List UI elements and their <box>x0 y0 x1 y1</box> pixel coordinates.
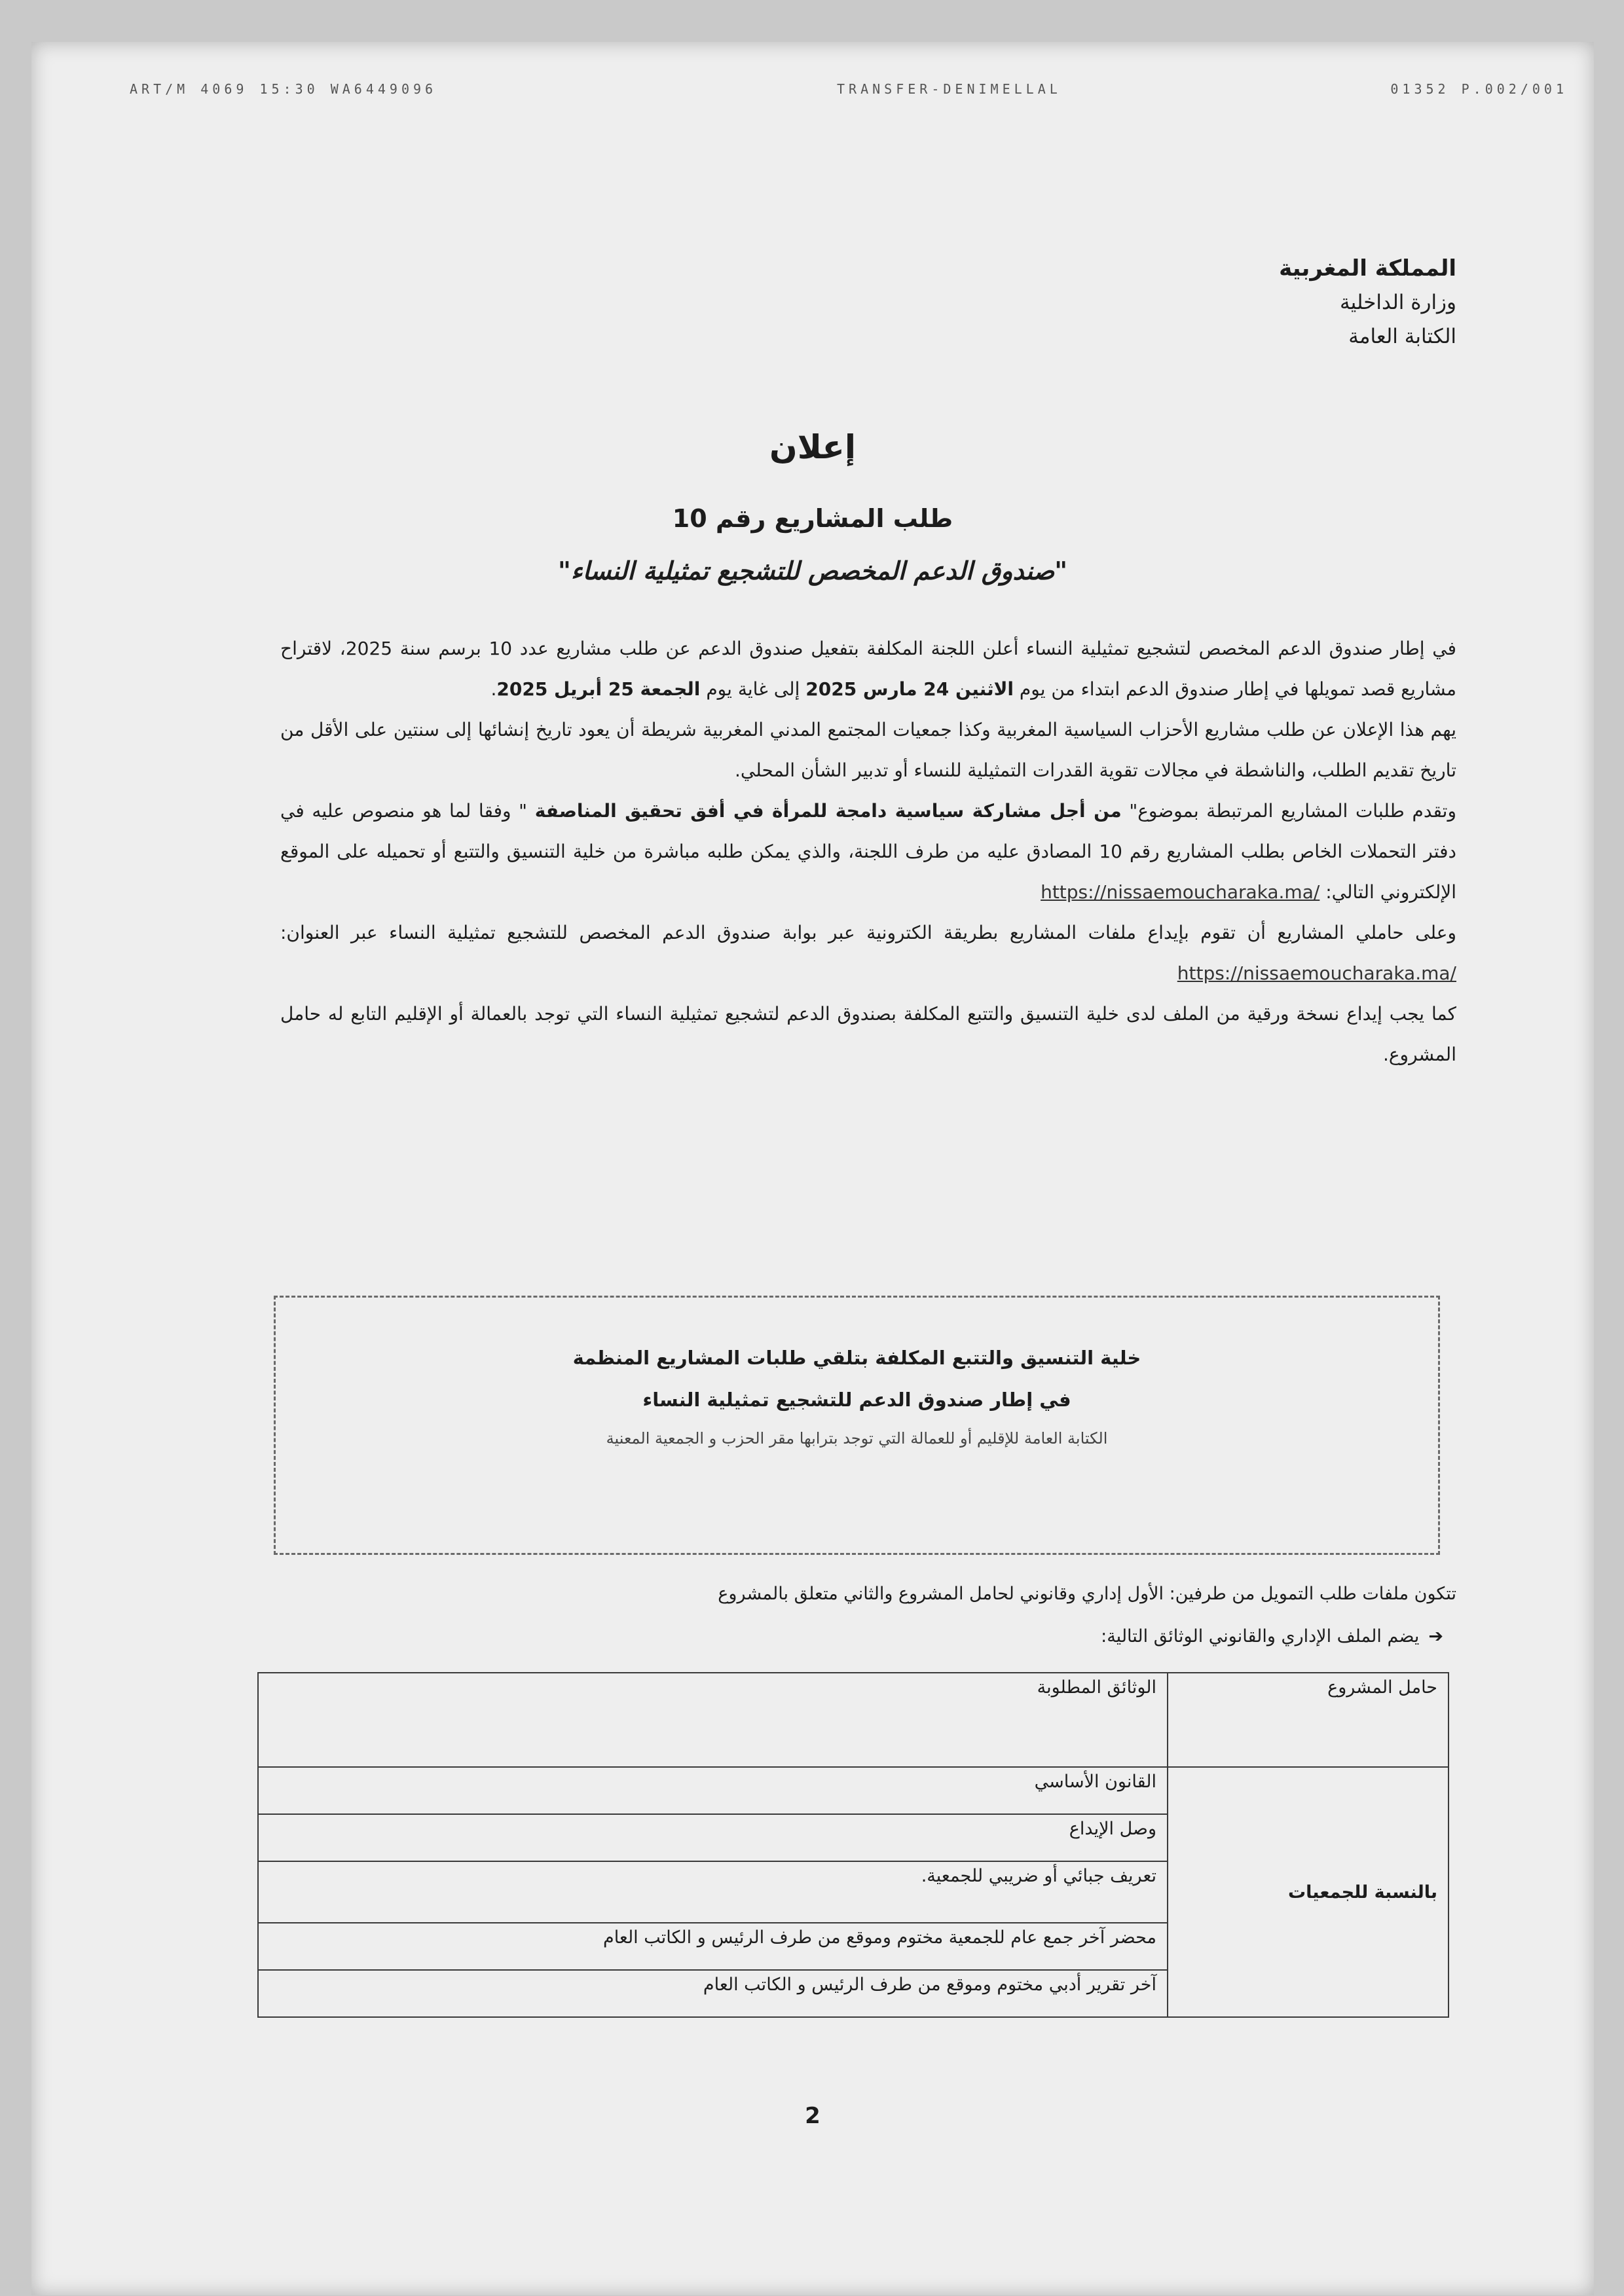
required-documents-table <box>257 1672 1449 2018</box>
table-row <box>258 1767 1449 1814</box>
paragraph-paper-copy: كما يجب إيداع نسخة ورقية من الملف لدى خلية التنسيق والتتبع المكلفة بصندوق الدعم لتشجيع تمثيلية النساء التي توجد بالعمالة أو الإقليم التابع له حامل المشروع. <box>280 1003 1456 1065</box>
document-page <box>31 42 1594 2295</box>
ministry-label: وزارة الداخلية <box>1340 291 1456 314</box>
kingdom-label: المملكة المغربية <box>1279 255 1456 282</box>
fund-name: "صندوق الدعم المخصص للتشجيع تمثيلية النساء" <box>557 556 1068 585</box>
portal-link[interactable]: https://nissaemoucharaka.ma/ <box>1177 962 1456 984</box>
admin-file-bullet: ➔يضم الملف الإداري والقانوني الوثائق التالية: <box>1101 1626 1443 1647</box>
doc-item: القانون الأساسي <box>258 1767 1168 1814</box>
table-header-row <box>258 1673 1449 1767</box>
announcement-subtitle: طلب المشاريع رقم 10 <box>672 504 953 533</box>
box-line-2: في إطار صندوق الدعم للتشجيع تمثيلية النساء <box>642 1389 1071 1411</box>
ministry-header <box>1279 251 1456 354</box>
coordination-cell-box <box>274 1296 1440 1555</box>
doc-item: تعريف جبائي أو ضريبي للجمعية. <box>258 1861 1168 1923</box>
category-associations: بالنسبة للجمعيات <box>1168 1767 1449 2017</box>
fax-header-center: TRANSFER-DENIMELLAL <box>837 81 1061 97</box>
paragraph-submission: وعلى حاملي المشاريع أن تقوم بإيداع ملفات المشاريع بطريقة الكترونية عبر بوابة صندوق الدعم المخصص للتشجيع تمثيلية النساء عبر العنوان: https://nissaemoucharaka.ma/ <box>280 922 1456 984</box>
website-link[interactable]: https://nissaemoucharaka.ma/ <box>1041 881 1320 903</box>
doc-item: آخر تقرير أدبي مختوم وموقع من طرف الرئيس و الكاتب العام <box>258 1970 1168 2017</box>
box-line-3: الكتابة العامة للإقليم أو للعمالة التي توجد بترابها مقر الحزب و الجمعية المعنية <box>606 1429 1108 1448</box>
secretariat-label: الكتابة العامة <box>1348 325 1456 348</box>
header-project-holder: حامل المشروع <box>1168 1673 1449 1767</box>
paragraph-eligibility: يهم هذا الإعلان عن طلب مشاريع الأحزاب السياسية المغربية وكذا جمعيات المجتمع المدني المغربية شريطة أن يعود تاريخ إنشائها إلى سنتين على الأقل من تاريخ تقديم الطلب، والناشطة في مجالات تقوية القدرات التمثيلية للنساء أو تدبير الشأن المحلي. <box>280 719 1456 781</box>
box-line-1: خلية التنسيق والتتبع المكلفة بتلقي طلبات المشاريع المنظمة <box>572 1347 1141 1369</box>
page-number: 2 <box>805 2103 821 2129</box>
start-date: الاثنين 24 مارس 2025 <box>805 678 1014 700</box>
announcement-body <box>280 629 1456 1075</box>
paragraph-topic: وتقدم طلبات المشاريع المرتبطة بموضوع" من أجل مشاركة سياسية دامجة للمرأة في أفق تحقيق المناصفة " وفقا لما هو منصوص عليه في دفتر التحملات الخاص بطلب المشاريع رقم 10 المصادق عليه من طرف اللجنة، والذي يمكن طلبه مباشرة من خلية التنسيق والتتبع أو تحميله على الموقع الإلكتروني التالي: https://nissaemoucharaka.ma/ <box>280 800 1456 903</box>
fax-header-right: 01352 P.002/001 <box>1390 81 1568 97</box>
doc-item: وصل الإيداع <box>258 1814 1168 1861</box>
fax-header-left: ART/M 4069 15:30 WA6449096 <box>130 81 437 97</box>
file-composition-intro: تتكون ملفات طلب التمويل من طرفين: الأول إداري وقانوني لحامل المشروع والثاني متعلق بالمشروع <box>718 1584 1456 1604</box>
end-date: الجمعة 25 أبريل 2025 <box>496 678 701 700</box>
paragraph-call-dates: في إطار صندوق الدعم المخصص لتشجيع تمثيلية النساء أعلن اللجنة المكلفة بتفعيل صندوق الدعم عن طلب مشاريع عدد 10 برسم سنة 2025، لاقتراح مشاريع قصد تمويلها في إطار صندوق الدعم ابتداء من يوم الاثنين 24 مارس 2025 إلى غاية يوم الجمعة 25 أبريل 2025. <box>280 638 1456 700</box>
announcement-title: إعلان <box>769 428 856 466</box>
doc-item: محضر آخر جمع عام للجمعية مختوم وموقع من طرف الرئيس و الكاتب العام <box>258 1923 1168 1970</box>
call-topic: من أجل مشاركة سياسية دامجة للمرأة في أفق تحقيق المناصفة <box>534 800 1122 822</box>
arrow-bullet-icon: ➔ <box>1428 1626 1443 1647</box>
header-required-documents: الوثائق المطلوبة <box>258 1673 1168 1767</box>
